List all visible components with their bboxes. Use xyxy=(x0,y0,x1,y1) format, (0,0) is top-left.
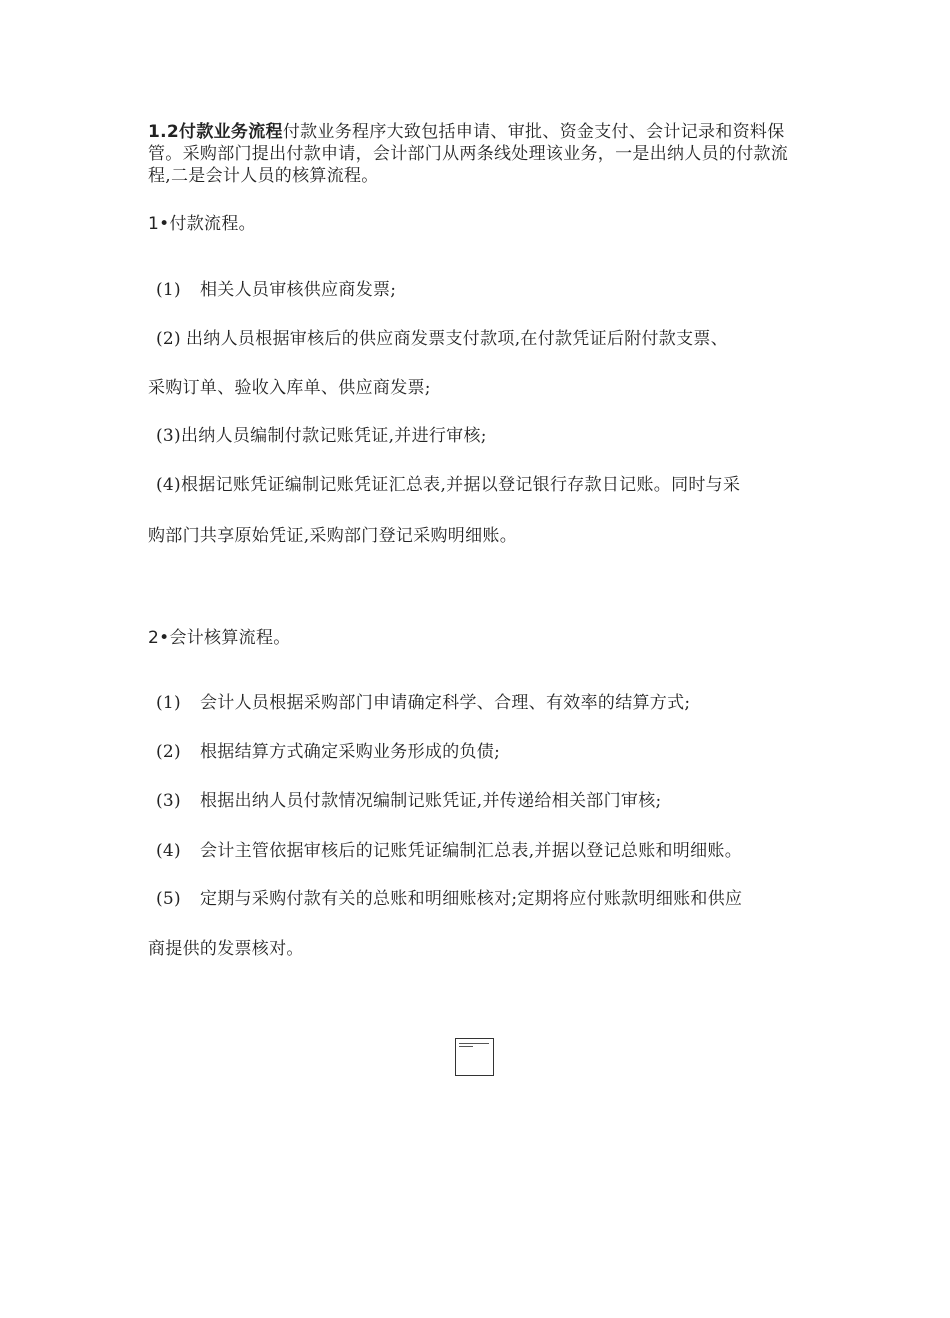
section2-item-3 xyxy=(148,789,662,813)
section1-item-3 xyxy=(148,424,487,448)
section1-item-4-continued: 购部门共享原始凭证,采购部门登记采购明细账。 xyxy=(148,526,518,546)
item-text: 根据记账凭证编制记账凭证汇总表,并据以登记银行存款日记账。同时与采 xyxy=(180,475,741,495)
section2-item-1 xyxy=(148,691,690,715)
section1-item-2 xyxy=(148,327,728,351)
section1-item-2-continued: 采购订单、验收入库单、供应商发票; xyxy=(148,378,431,398)
thumbnail-text-line xyxy=(459,1043,489,1044)
section2-heading: 2•会计核算流程。 xyxy=(148,628,291,648)
item-number: (3) xyxy=(156,426,181,446)
item-number: (5) xyxy=(156,889,181,909)
intro-body: 付款业务程序大致包括申请、审批、资金支付、会计记录和资料保管。采购部门提出付款申请，会计部门从两条线处理该业务，一是出纳人员的付款流程,二是会计人员的核算流程。 xyxy=(148,122,789,186)
item-number: (1) xyxy=(156,280,181,300)
item-number: (1) xyxy=(156,693,181,713)
item-number: (3) xyxy=(156,791,181,811)
embedded-image-thumbnail xyxy=(455,1038,494,1076)
item-number: (2) xyxy=(156,329,181,349)
section2-item-5 xyxy=(148,887,742,911)
item-text: 会计主管依据审核后的记账凭证编制汇总表,并据以登记总账和明细账。 xyxy=(200,841,743,861)
item-text: 相关人员审核供应商发票; xyxy=(200,280,397,300)
item-number: (4) xyxy=(156,841,181,861)
section1-item-4 xyxy=(148,473,740,497)
thumbnail-text-line xyxy=(459,1046,473,1047)
intro-paragraph xyxy=(148,121,808,187)
section2-item-2 xyxy=(148,740,500,764)
item-text: 会计人员根据采购部门申请确定科学、合理、有效率的结算方式; xyxy=(200,693,691,713)
item-text: 根据出纳人员付款情况编制记账凭证,并传递给相关部门审核; xyxy=(200,791,662,811)
section1-heading: 1•付款流程。 xyxy=(148,214,256,234)
item-number: (4) xyxy=(156,475,181,495)
item-text: 定期与采购付款有关的总账和明细账核对;定期将应付账款明细账和供应 xyxy=(200,889,743,909)
section2-item-5-continued: 商提供的发票核对。 xyxy=(148,939,304,959)
section-title: 1.2付款业务流程 xyxy=(148,122,283,142)
item-text: 出纳人员编制付款记账凭证,并进行审核; xyxy=(180,426,487,446)
section2-item-4 xyxy=(148,839,742,863)
item-number: (2) xyxy=(156,742,181,762)
section1-item-1 xyxy=(148,278,396,302)
item-text: 出纳人员根据审核后的供应商发票支付款项,在付款凭证后附付款支票、 xyxy=(186,329,729,349)
item-text: 根据结算方式确定采购业务形成的负债; xyxy=(200,742,501,762)
